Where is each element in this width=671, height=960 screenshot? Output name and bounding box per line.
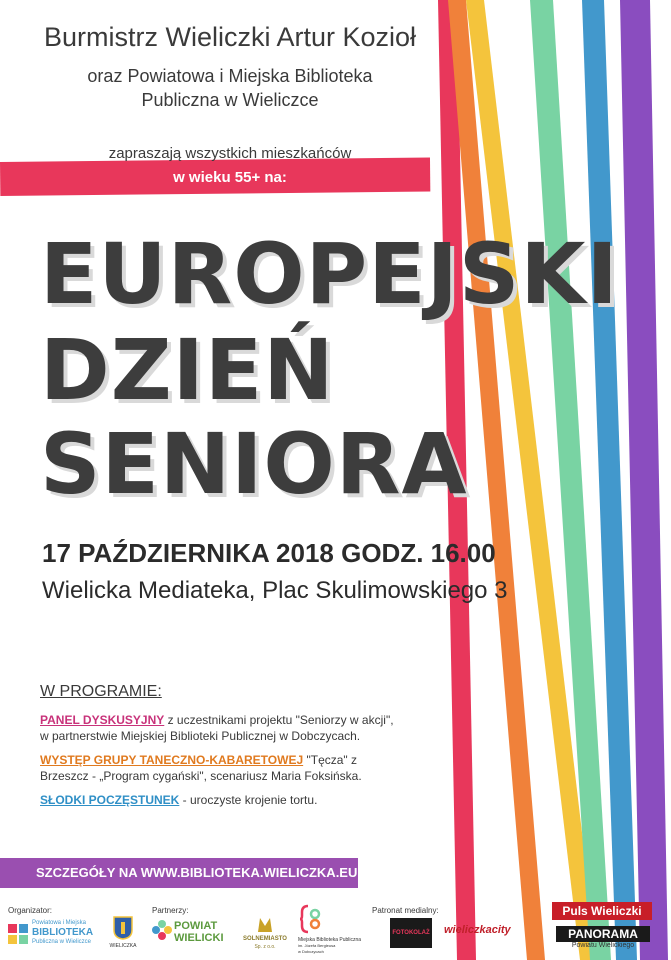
- wieliczkacity-logo-label: wieliczkacity: [444, 924, 511, 936]
- biblioteka-logo: [8, 920, 98, 950]
- fotokolaz-logo-label: FOTOKOLAŻ: [392, 930, 430, 936]
- program-item-2: [40, 752, 400, 784]
- media-label: Patronat medialny:: [372, 906, 439, 915]
- header-subtitle-line1: oraz Powiatowa i Miejska Biblioteka: [87, 66, 373, 86]
- mbp-logo-line2: im. Józefa Bergleusa: [298, 943, 336, 948]
- puls-logo-label: Puls Wieliczki: [562, 904, 642, 918]
- powiat-logo: [152, 918, 232, 946]
- panorama-logo-line2: Powiatu Wielickiego: [571, 942, 635, 949]
- powiat-logo-line2: WIELICKI: [174, 932, 224, 944]
- biblioteka-logo-line1: Powiatowa i Miejska: [32, 920, 87, 926]
- biblioteka-logo-line3: Publiczna w Wieliczce: [32, 939, 92, 945]
- invite-text: zapraszają wszystkich mieszkańców: [108, 145, 352, 162]
- crown-icon: [256, 914, 274, 934]
- details-link[interactable]: SZCZEGÓŁY NA WWW.BIBLIOTEKA.WIELICZKA.EU: [36, 865, 358, 880]
- puls-logo: [552, 902, 652, 920]
- title-line2: DZIEŃ: [40, 321, 335, 419]
- bracket-logo-icon: [300, 904, 326, 934]
- panorama-logo-line1: PANORAMA: [556, 926, 650, 942]
- program-heading: W PROGRAMIE:: [40, 683, 162, 700]
- mbp-logo-line3: w Dobczycach: [298, 949, 324, 954]
- mbp-dobczyce-logo: [298, 904, 370, 956]
- title-line3: SENIORA: [40, 415, 468, 513]
- header-subtitle-line2: Publiczna w Wieliczce: [141, 90, 319, 110]
- header-subtitle: [0, 64, 460, 112]
- fotokolaz-logo: [390, 918, 432, 948]
- mbp-logo-line1: Miejska Biblioteka Publiczna: [298, 937, 362, 943]
- biblioteka-logo-line2: BIBLIOTEKA: [32, 927, 94, 938]
- program-item-1-text: z uczestnikami projektu "Seniorzy w akcji", w partnerstwie Miejskiej Biblioteki Publicznej w Dobczycach.: [40, 713, 394, 743]
- wieliczka-crest: [108, 916, 138, 956]
- program-item-2-label: WYSTĘP GRUPY TANECZNO-KABARETOWEJ: [40, 753, 304, 767]
- solnemiasto-logo: [236, 914, 294, 954]
- solnemiasto-logo-line1: SOLNEMIASTO: [243, 936, 287, 942]
- event-date: 17 PAŹDZIERNIKA 2018 GODZ. 16.00: [42, 538, 496, 568]
- program-item-1: [40, 712, 400, 744]
- header-title: Burmistrz Wieliczki Artur Kozioł: [43, 22, 417, 52]
- event-place: Wielicka Mediateka, Plac Skulimowskiego 3: [42, 577, 508, 604]
- books-icon: [8, 924, 28, 944]
- powiat-logo-line1: POWIAT: [174, 920, 218, 932]
- age-text: w wieku 55+ na:: [173, 169, 287, 186]
- title-line1: EUROPEJSKI: [40, 225, 619, 323]
- solnemiasto-logo-line2: Sp. z o.o.: [254, 944, 276, 950]
- program-item-3-text: - uroczyste krojenie tortu.: [179, 793, 318, 807]
- partners-label: Partnerzy:: [152, 906, 189, 915]
- program-item-2-text: "Tęcza" z Brzeszcz - „Program cygański", scenariusz Maria Foksińska.: [40, 753, 362, 783]
- program-item-1-label: PANEL DYSKUSYJNY: [40, 713, 165, 727]
- wieliczkacity-logo: [444, 924, 544, 942]
- wieliczka-crest-label: WIELICZKA: [109, 943, 137, 949]
- organizer-label: Organizator:: [8, 906, 53, 915]
- crest-icon: [113, 916, 133, 940]
- flower-icon: [152, 920, 172, 940]
- program-item-3-label: SŁODKI POCZĘSTUNEK: [40, 793, 180, 807]
- panorama-logo: [556, 926, 650, 952]
- program-item-3: [40, 792, 400, 808]
